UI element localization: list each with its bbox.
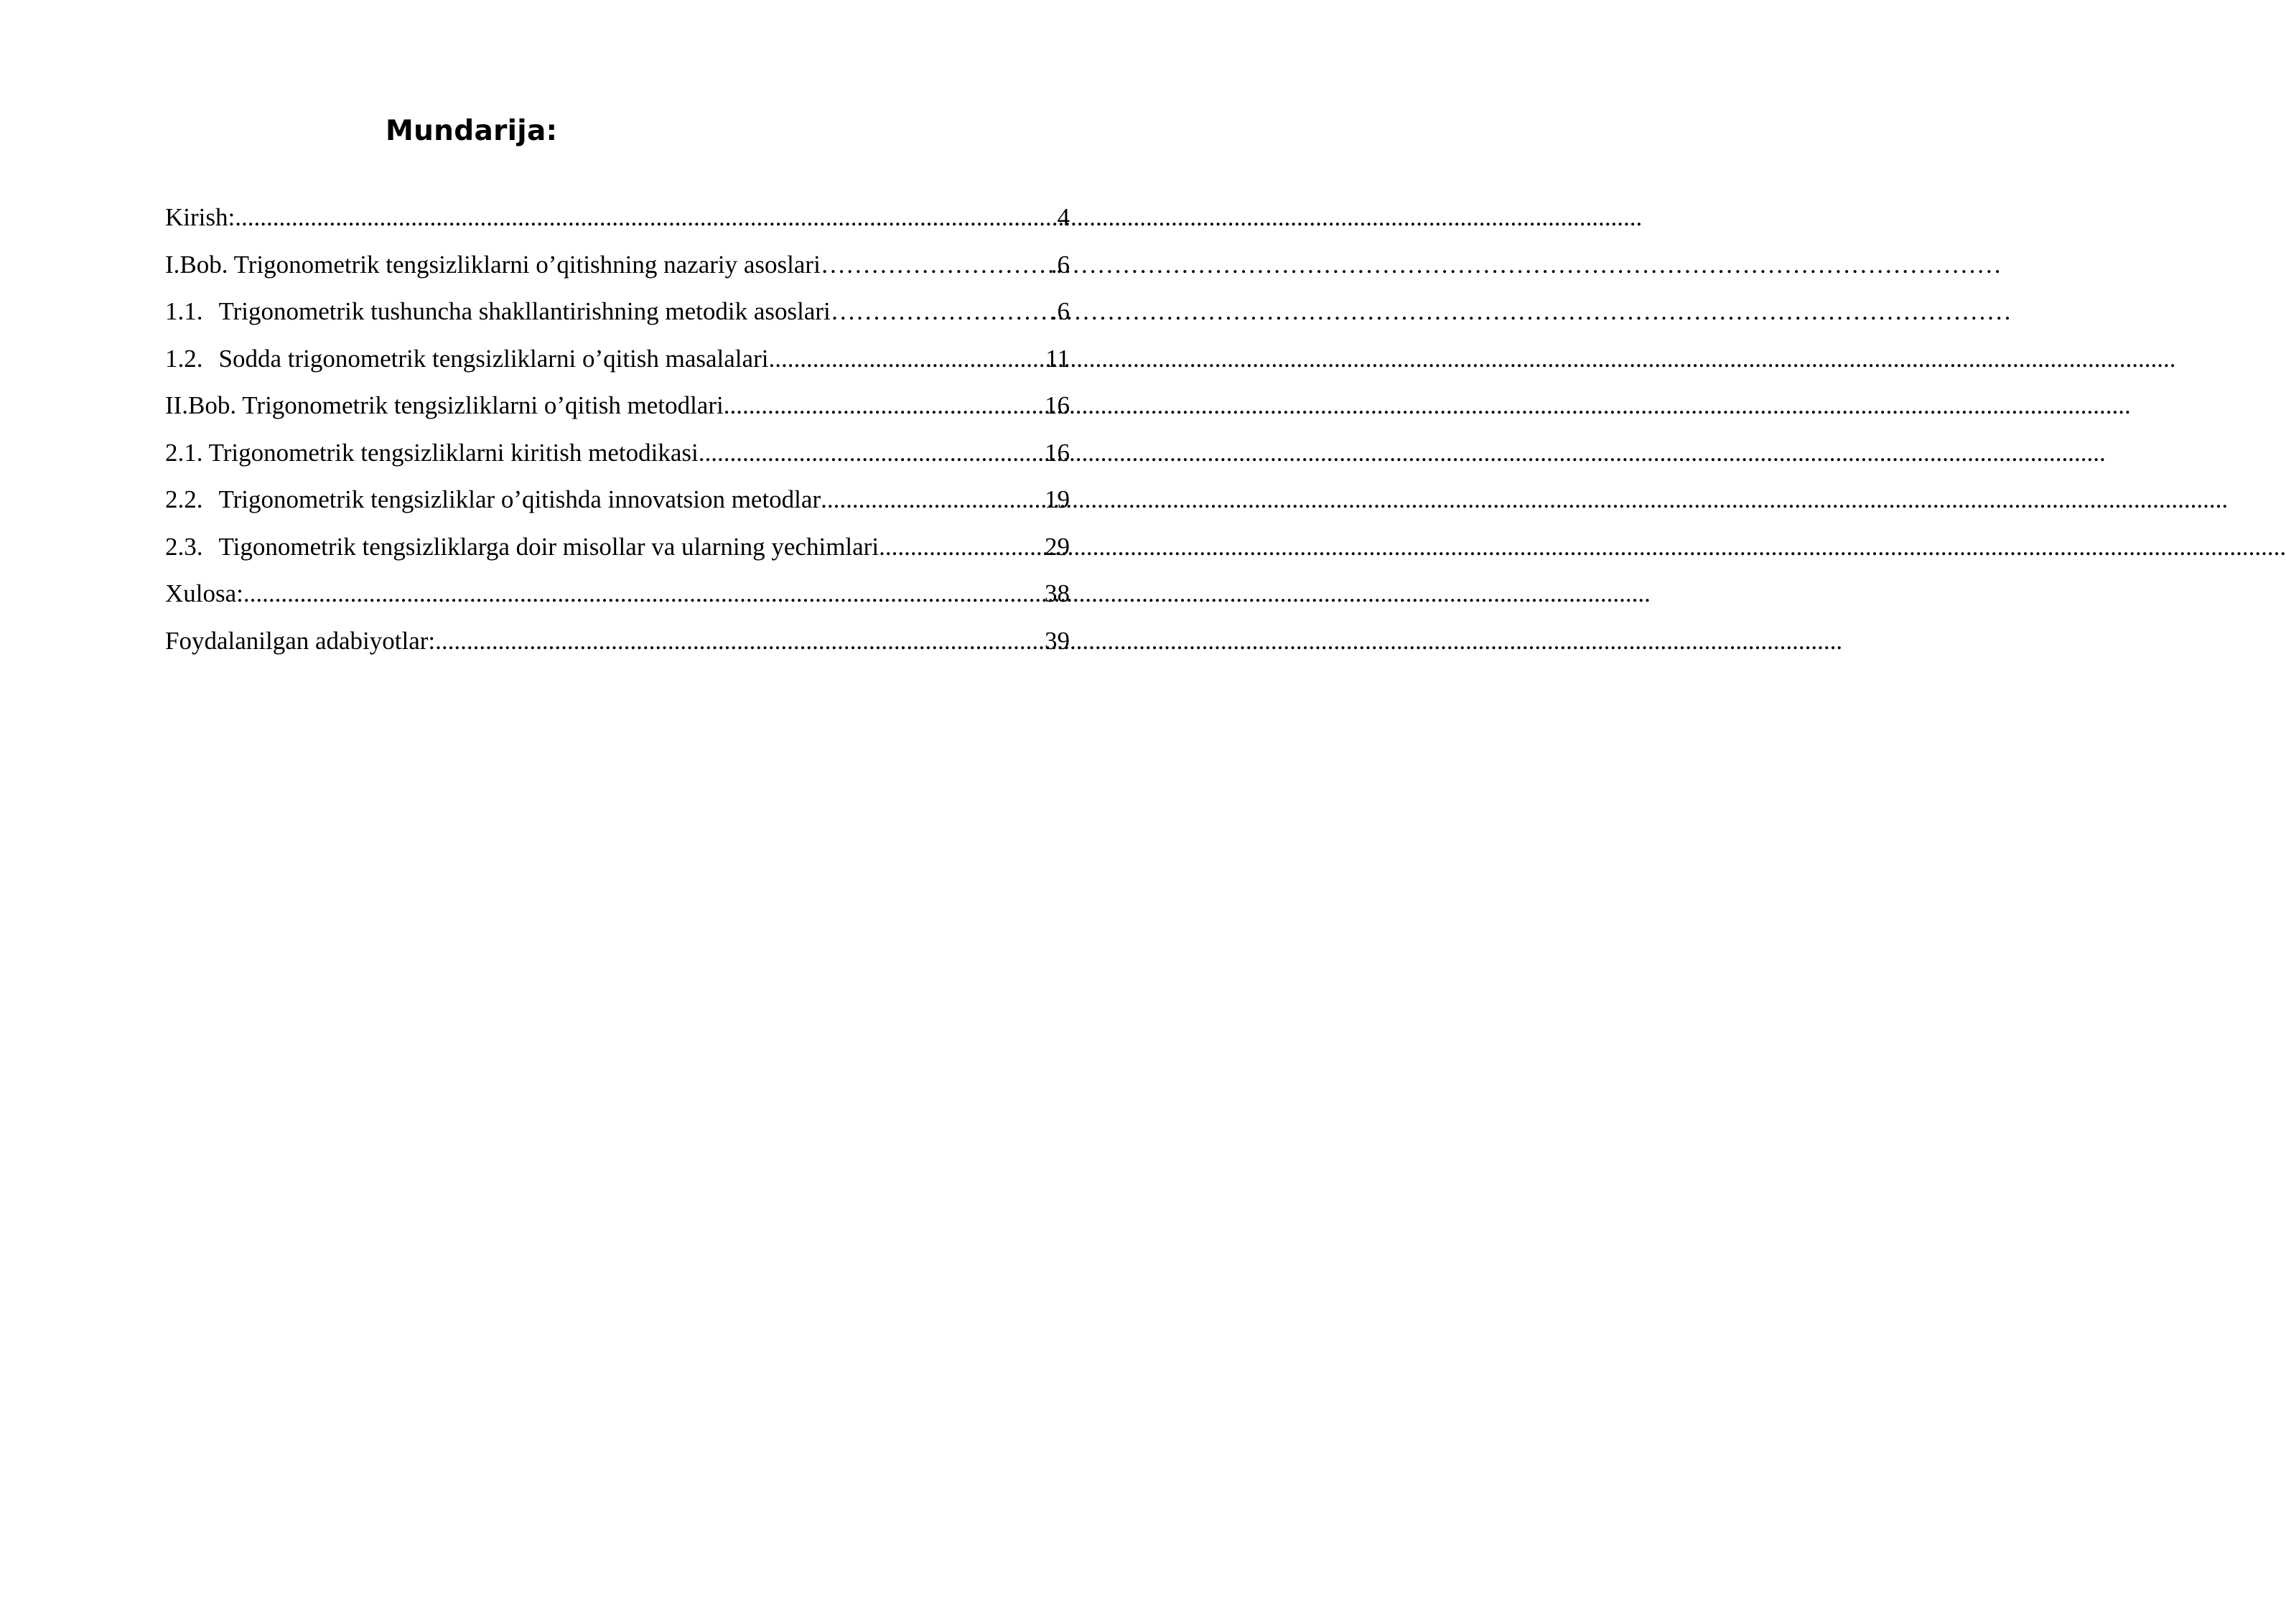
toc-page-number: 39 xyxy=(1045,626,1070,655)
toc-leader xyxy=(435,617,1043,665)
toc-page-number: .6 xyxy=(1050,250,1070,279)
toc-entry-text: Trigonometrik tushuncha shakllantirishning metodik asoslari xyxy=(218,297,831,325)
toc-entry-number: 2.2. xyxy=(165,485,203,513)
toc-entry-text: Tigonometrik tengsizliklarga doir misollar va ularning yechimlari xyxy=(218,532,880,561)
table-of-contents xyxy=(165,194,1070,664)
toc-leader xyxy=(243,570,1043,617)
toc-leader xyxy=(821,476,1043,523)
toc-entry-section-2-2[interactable] xyxy=(165,476,1070,523)
toc-leader xyxy=(831,288,1050,335)
toc-entry-text: Xulosa: xyxy=(165,579,243,607)
toc-entry-number: 1.1. xyxy=(165,297,203,325)
toc-page-number: 29 xyxy=(1045,532,1070,561)
toc-entry-text: II.Bob. Trigonometrik tengsizliklarni o’qitish metodlari xyxy=(165,391,724,419)
toc-page-number: 16 xyxy=(1045,391,1070,419)
toc-entry-chapter-2[interactable] xyxy=(165,382,1070,429)
toc-title: Mundarija: xyxy=(386,115,558,147)
toc-leader xyxy=(699,429,1043,477)
toc-leader xyxy=(879,523,1043,571)
toc-page-number: 38 xyxy=(1045,579,1070,607)
toc-entry-text: 2.1. Trigonometrik tengsizliklarni kiritish metodikasi xyxy=(165,438,699,467)
toc-leader xyxy=(821,241,1050,289)
toc-page-number: 16 xyxy=(1045,438,1070,467)
toc-entry-text: Kirish: xyxy=(165,203,235,231)
toc-entry-text: Sodda trigonometrik tengsizliklarni o’qitish masalalari xyxy=(218,344,769,373)
toc-entry-adabiyotlar[interactable] xyxy=(165,617,1070,665)
toc-page-number: 4 xyxy=(1057,203,1070,231)
toc-entry-number: 2.3. xyxy=(165,532,203,561)
toc-leader xyxy=(768,335,1044,383)
toc-entry-section-2-1[interactable] xyxy=(165,429,1070,477)
toc-entry-number: 1.2. xyxy=(165,344,203,373)
toc-entry-kirish[interactable] xyxy=(165,194,1070,241)
toc-leader xyxy=(724,382,1043,429)
toc-entry-xulosa[interactable] xyxy=(165,570,1070,617)
toc-page-number: 11 xyxy=(1045,344,1070,373)
toc-entry-section-1-1[interactable] xyxy=(165,288,1070,335)
toc-entry-text: Foydalanilgan adabiyotlar: xyxy=(165,626,436,655)
toc-entry-text: Trigonometrik tengsizliklar o’qitishda innovatsion metodlar xyxy=(218,485,821,513)
toc-leader xyxy=(235,194,1055,241)
toc-entry-section-1-2[interactable] xyxy=(165,335,1070,383)
toc-page-number: 19 xyxy=(1045,485,1070,513)
toc-entry-chapter-1[interactable] xyxy=(165,241,1070,289)
toc-entry-text: I.Bob. Trigonometrik tengsizliklarni o’qitishning nazariy asoslari xyxy=(165,250,821,279)
toc-entry-section-2-3[interactable] xyxy=(165,523,1070,571)
toc-page-number: .6 xyxy=(1050,297,1070,325)
